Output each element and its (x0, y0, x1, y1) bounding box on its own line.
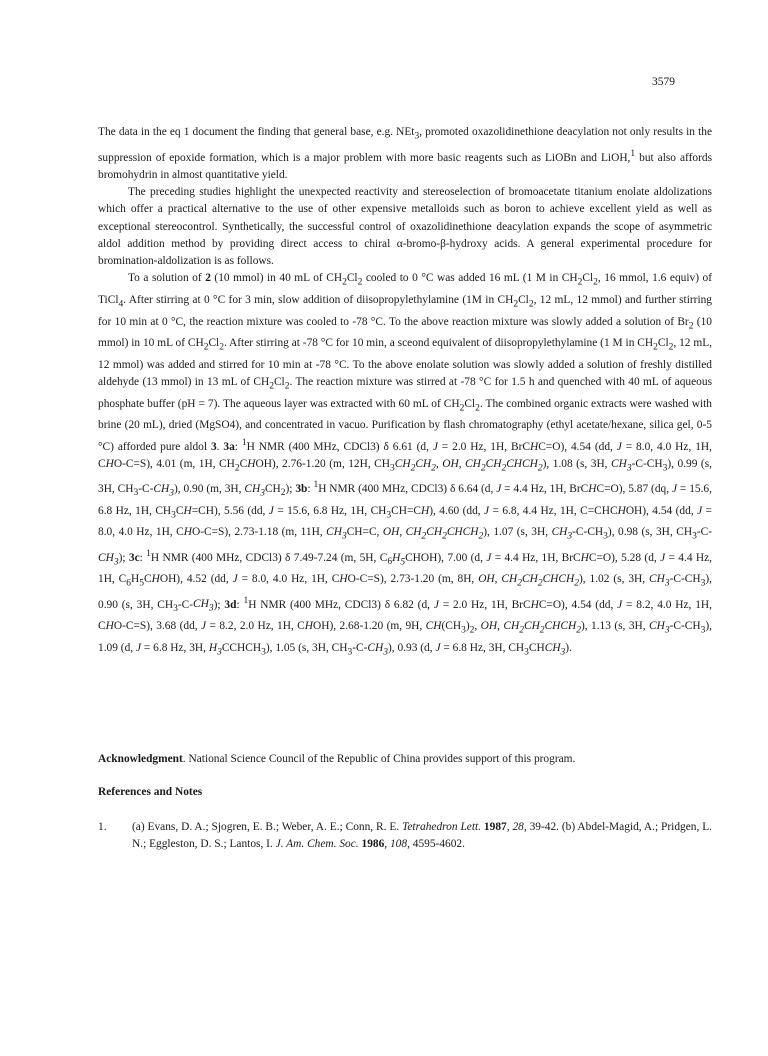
paragraph-experimental-procedure: To a solution of 2 (10 mmol) in 40 mL of $CH_2Cl_2$ cooled to 0 °C was added 16 mL (1 M in $CH_2Cl_2$, 16 mmol, 1.6 equiv) of TiCl$_4$. After stirring at 0 °C for 3 min, slow addition of diisopropylethylamine (1M in $CH_2Cl_2$, 12 mL, 12 mmol) and further stirring for 10 min at 0 °C, the reaction mixture was cooled to -78 °C. To the above reaction mixture was slowly added a solution of $Br_2$ (10 mmol) in 10 mL of $CH_2Cl_2$. After stirring at -78 °C for 10 min, a sceond equivalent of diisopropylethylamine (1 M in $CH_2Cl_2$, 12 mL, 12 mmol) was added and stirred for 10 min at -78 °C. To the above enolate solution was slowly added a solution of freshly distilled aldehyde (13 mmol) in 13 mL of $CH_2Cl_2$. The reaction mixture was stirred at -78 °C for 1.5 h and quenched with 40 mL of aqueous phosphate buffer (pH = 7). The aqueous layer was extracted with 60 mL of $CH_2Cl_2$. The combined organic extracts were washed with brine (20 mL), dried (MgSO4), and concentrated in vacuo. Purification by flash chromatography (ethyl acetate/hexane, silica gel, 0-5 °C) afforded pure aldol 3. 3a: $^1$H NMR (400 MHz, CDCl3) δ 6.61 (d, J = 2.0 Hz, 1H, BrCHC=O), 4.54 (dd, J = 8.0, 4.0 Hz, 1H, CHO-C=S), 4.01 (m, 1H, $CH_2CHOH$), 2.76-1.20 (m, 12H, $CH_3CH_2CH_2$, OH, $CH_2CH_2CHCH_2$), 1.08 (s, 3H, $CH_3-C-CH_3$), 0.99 (s, 3H, $CH_3-C-CH_3$), 0.90 (m, 3H, $CH_3CH_2$); 3b: $^1$H NMR (400 MHz, CDCl3) δ 6.64 (d, J = 4.4 Hz, 1H, BrCHC=O), 5.87 (dq, J = 15.6, 6.8 Hz, 1H, $CH_3CH=CH$), 5.56 (dd, J = 15.6, 6.8 Hz, 1H, $CH_3CH=CH$), 4.60 (dd, J = 6.8, 4.4 Hz, 1H, C=CHCHOH), 4.54 (dd, J = 8.0, 4.0 Hz, 1H, CHO-C=S), 2.73-1.18 (m, 11H, $CH_3CH=C$, OH, $CH_2CH_2CHCH_2$), 1.07 (s, 3H, $CH_3-C-CH_3$), 0.98 (s, 3H, $CH_3-C-CH_3$); 3c: $^1$H NMR (400 MHz, CDCl3) δ 7.49-7.24 (m, 5H, $C_6H_5CHOH$), 7.00 (d, J = 4.4 Hz, 1H, BrCHC=O), 5.28 (d, J = 4.4 Hz, 1H, $C_6H_5CHOH$), 4.52 (dd, J = 8.0, 4.0 Hz, 1H, CHO-C=S), 2.73-1.20 (m, 8H, OH, $CH_2CH_2CHCH_2$), 1.02 (s, 3H, $CH_3-C-CH_3$), 0.90 (s, 3H, $CH_3-C-CH_3$); 3d: $^1$H NMR (400 MHz, CDCl3) δ 6.82 (d, J = 2.0 Hz, 1H, BrCHC=O), 4.54 (dd, J = 8.2, 4.0 Hz, 1H, CHO-C=S), 3.68 (dd, J = 8.2, 2.0 Hz, 1H, CHOH), 2.68-1.20 (m, 9H, $CH(CH_3)_2$, OH, $CH_2CH_2CHCH_2$), 1.13 (s, 3H, $CH_3-C-CH_3$), 1.09 (d, J = 6.8 Hz, 3H, $H_3CCHCH_3$), 1.05 (s, 3H, $CH_3-C-CH_3$), 0.93 (d, J = 6.8 Hz, 3H, $CH_3CHCH_3$). (98, 272, 713, 657)
reference-item (98, 819, 712, 854)
paragraph-preceding-studies: The preceding studies highlight the unexpected reactivity and stereoselection of bromoacetate titanium enolate aldolizations which offer a practical alternative to the use of other expensive metalloids such as boron to achieve excellent yield as well as exceptional stereocontrol. Synthetically, the successful control of oxazolidinethione deacylation expands the scope of asymmetric aldol addition method by providing direct access to chiral α-bromo-β-hydroxy acids. A general experimental procedure for bromination-aldolization is as follows. (98, 185, 712, 268)
acknowledgment-heading: Acknowledgment (98, 753, 183, 765)
body-text (98, 124, 712, 661)
reference-number: 1. (98, 821, 107, 833)
paragraph-eq1-finding: The data in the eq 1 document the finding that general base, e.g. NEt$_3$, promoted oxazolidinethione deacylation not only results in the suppression of epoxide formation, which is a major problem with more basic reagents such as LiOBn and LiOH,$^1$ but also affords bromohydrin in almost quantitative yield. (98, 126, 713, 181)
page-number: 3579 (652, 76, 675, 88)
reference-text: (a) Evans, D. A.; Sjogren, E. B.; Weber, A. E.; Conn, R. E. Tetrahedron Lett. 1987, 28, 39-42. (b) Abdel-Magid, A.; Pridgen, L. N.; Eggleston, D. S.; Lantos, I. J. Am. Chem. Soc. 1986, 108, 4595-4602. (132, 821, 713, 851)
acknowledgment (98, 751, 712, 768)
references-heading: References and Notes (98, 786, 203, 798)
acknowledgment-text: . National Science Council of the Republic of China provides support of this program. (182, 753, 576, 765)
